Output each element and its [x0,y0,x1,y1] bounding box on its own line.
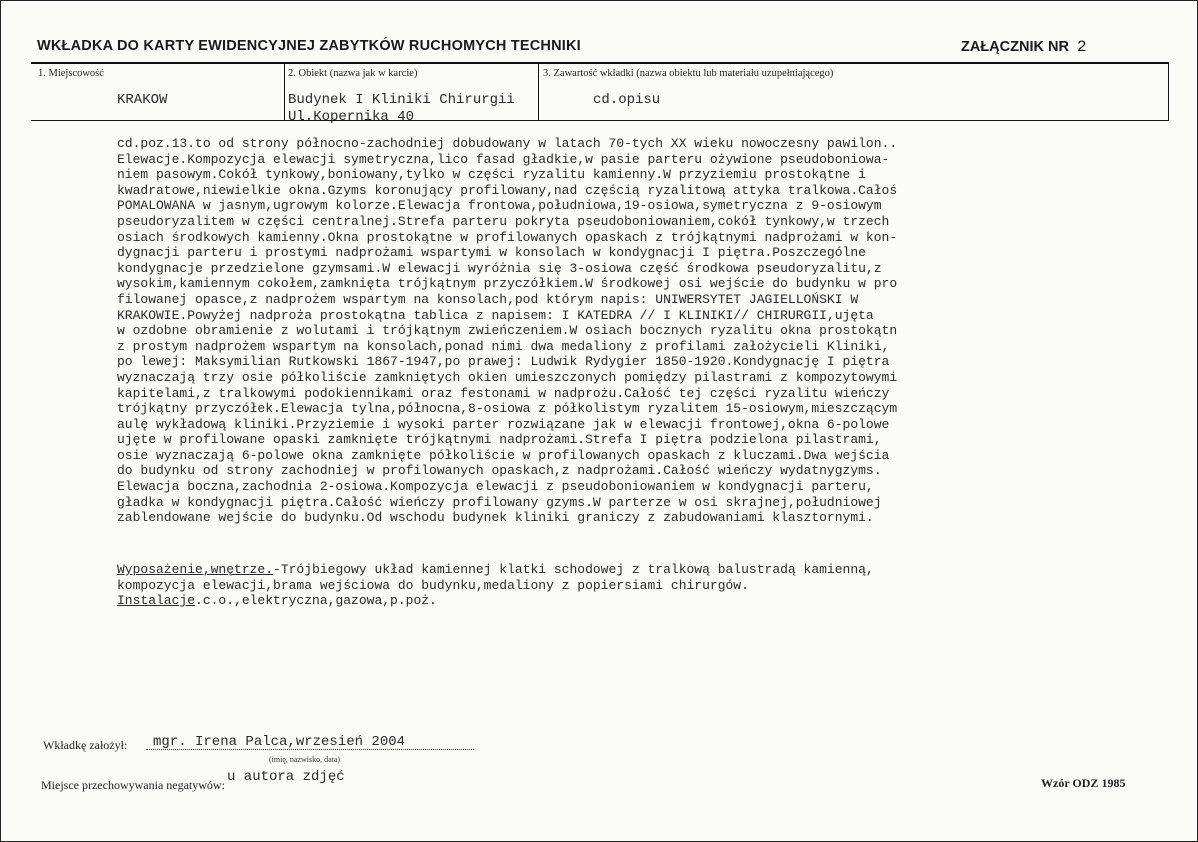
description-line: dygnacji parteru i prostymi nadprożami wspartymi w konsolach w kondygnacji I piętra.Poszczególne [117,245,866,261]
description-line: kapitelami,z tralkowymi podokiennikami oraz festonami w nadprożu.Całość tej części ryzalitu wieńczy [117,385,890,401]
annex-label: ZAŁĄCZNIK NR [961,39,1069,55]
description-line: pseudoryzalitem w części centralnej.Strefa parteru pokryta pseudoboniowaniem,cokół tynkowy,w trzech [117,213,890,229]
annex-heading [961,38,1087,56]
description-line: gładka w kondygnacji piętra.Całość wieńczy profilowany gzyms.W parterze w osi skrajnej,południowej [117,494,882,510]
header-rule-bottom [31,120,1169,121]
locality-label: 1. Miejscowość [38,68,104,79]
description-line: z prostym nadprożem wspartym na konsolach,ponad nimi dwa medaliony z profilami założycieli Kliniki, [117,338,890,354]
description-line: w ozdobne obramienie z wolutami i trójkątnym zwieńczeniem.W osiach bocznych ryzalitu okna prostokątn [117,323,898,339]
prepared-by-value: mgr. Irena Palca,wrzesień 2004 [153,734,406,750]
contents-value: cd.opisu [593,92,661,108]
description-line: Elewacja boczna,zachodnia 2-osiowa.Kompozycja elewacji z pseudoboniowaniem w kondygnacji parteru, [117,479,874,495]
locality-value: KRAKOW [117,92,168,108]
annex-number: 2 [1076,38,1087,56]
object-value-line1: Budynek I Kliniki Chirurgii [288,92,515,108]
description-line: kondygnacje przedzielone gzymsami.W elewacji wyróżnia się 3-osiowa część środkowa pseudoryzalitu,z [117,260,882,276]
description-line: niem pasowym.Cokół tynkowy,boniowany,tylko w części ryzalitu kamienny.W przyziemiu prostokątne i [117,167,866,183]
header-rule-top [31,62,1169,64]
description-line: po lewej: Maksymilian Rutkowski 1867-1947,po prawej: Ludwik Rydygier 1850-1920.Kondygnację I piętra [117,354,890,370]
description-line: cd.poz.13.to od strony północno-zachodniej dobudowany w latach 70-tych XX wieku nowoczesny pawilon.. [117,136,898,151]
furnishings-text-2: kompozycja elewacji,brama wejściowa do budynku,medaliony z popiersiami chirurgów. [117,577,749,593]
description-line: wyznaczają trzy osie półkoliście zamkniętych okien umieszczonych pomiędzy pilastrami z kompozytowymi [117,369,898,385]
field-divider-2 [538,63,539,120]
furnishings-section [117,562,874,609]
form-title: WKŁADKA DO KARTY EWIDENCYJNEJ ZABYTKÓW RUCHOMYCH TECHNIKI [37,38,581,54]
field-divider-3 [1168,63,1169,120]
prepared-by-label: Wkładkę założył: [43,738,128,752]
prepared-by-hint: (imię, nazwisko, data) [269,755,341,764]
object-value-line2: Ul.Kopernika 40 [288,109,415,125]
description-line: ujęte w profilowane opaski zamknięte trójkątnymi nadprożami.Strefa I piętra podzielona pilastrami, [117,432,882,448]
description-line: osie wyznaczają 6-polowe okna zamknięte półkoliście w profilowanych opaskach z kluczami.Dwa wejścia [117,447,890,463]
description-line: osiach środkowych kamienny.Okna prostokątne w profilowanych opaskach z trójkątnymi nadprożami w kon- [117,229,898,245]
storage-value: u autora zdjęć [227,769,345,785]
furnishings-label: Wyposażenie,wnętrze. [117,562,274,577]
description-line: wysokim,kamiennym cokołem,zamknięta trójkątnym przyczółkiem.W środkowej osi wejście do budynku w pro [117,276,898,292]
installations-label: Instalacje [117,593,196,609]
description-body [117,136,1127,526]
description-line: zablendowane wejście do budynku.Od wschodu budynek kliniki graniczy z zabudowaniami klasztornymi. [117,510,874,526]
contents-label: 3. Zawartość wkładki (nazwa obiektu lub materiału uzupełniającego) [543,68,834,79]
form-code: Wzór ODZ 1985 [1041,776,1126,790]
description-line: trójkątny przyczółek.Elewacja tylna,północna,8-osiowa z półkolistym ryzalitem 15-osiowym,mieszczącym [117,401,898,417]
furnishings-text: -Trójbiegowy układ kamiennej klatki schodowej z tralkową balustradą kamienną, [273,562,874,577]
object-label: 2. Obiekt (nazwa jak w karcie) [288,68,418,79]
field-divider-1 [284,63,285,120]
description-line: Elewacje.Kompozycja elewacji symetryczna,lico fasad gładkie,w pasie parteru ożywione pseudoboniowa- [117,151,890,167]
description-line: aulę wykładową kliniki.Przyziemie i wysoki parter rozwiązane jak w elewacji frontowej,okna 6-polowe [117,416,890,432]
storage-label: Miejsce przechowywania negatywów: [41,778,225,792]
description-line: do budynku od strony zachodniej w profilowanych opaskach,z nadprożami.Całość wieńczy wydatnygzyms. [117,463,882,479]
description-line: POMALOWANA w jasnym,ugrowym kolorze.Elewacja frontowa,południowa,19-osiowa,symetryczna z 9-osiowym [117,198,882,214]
description-line: KRAKOWIE.Powyżej nadproża prostokątna tablica z napisem: I KATEDRA // I KLINIKI// CHIRURGII,ujęta [117,307,874,323]
description-line: filowanej opasce,z nadprożem wspartym na konsolach,pod którym napis: UNIWERSYTET JAGIELLOŃSKI W [117,291,859,307]
installations-text: .c.o.,elektryczna,gazowa,p.poż. [195,593,437,609]
description-line: kwadratowe,niewielkie okna.Gzyms koronujący profilowany,nad częścią ryzalitową attyka tralkowa.Całoś [117,182,898,198]
